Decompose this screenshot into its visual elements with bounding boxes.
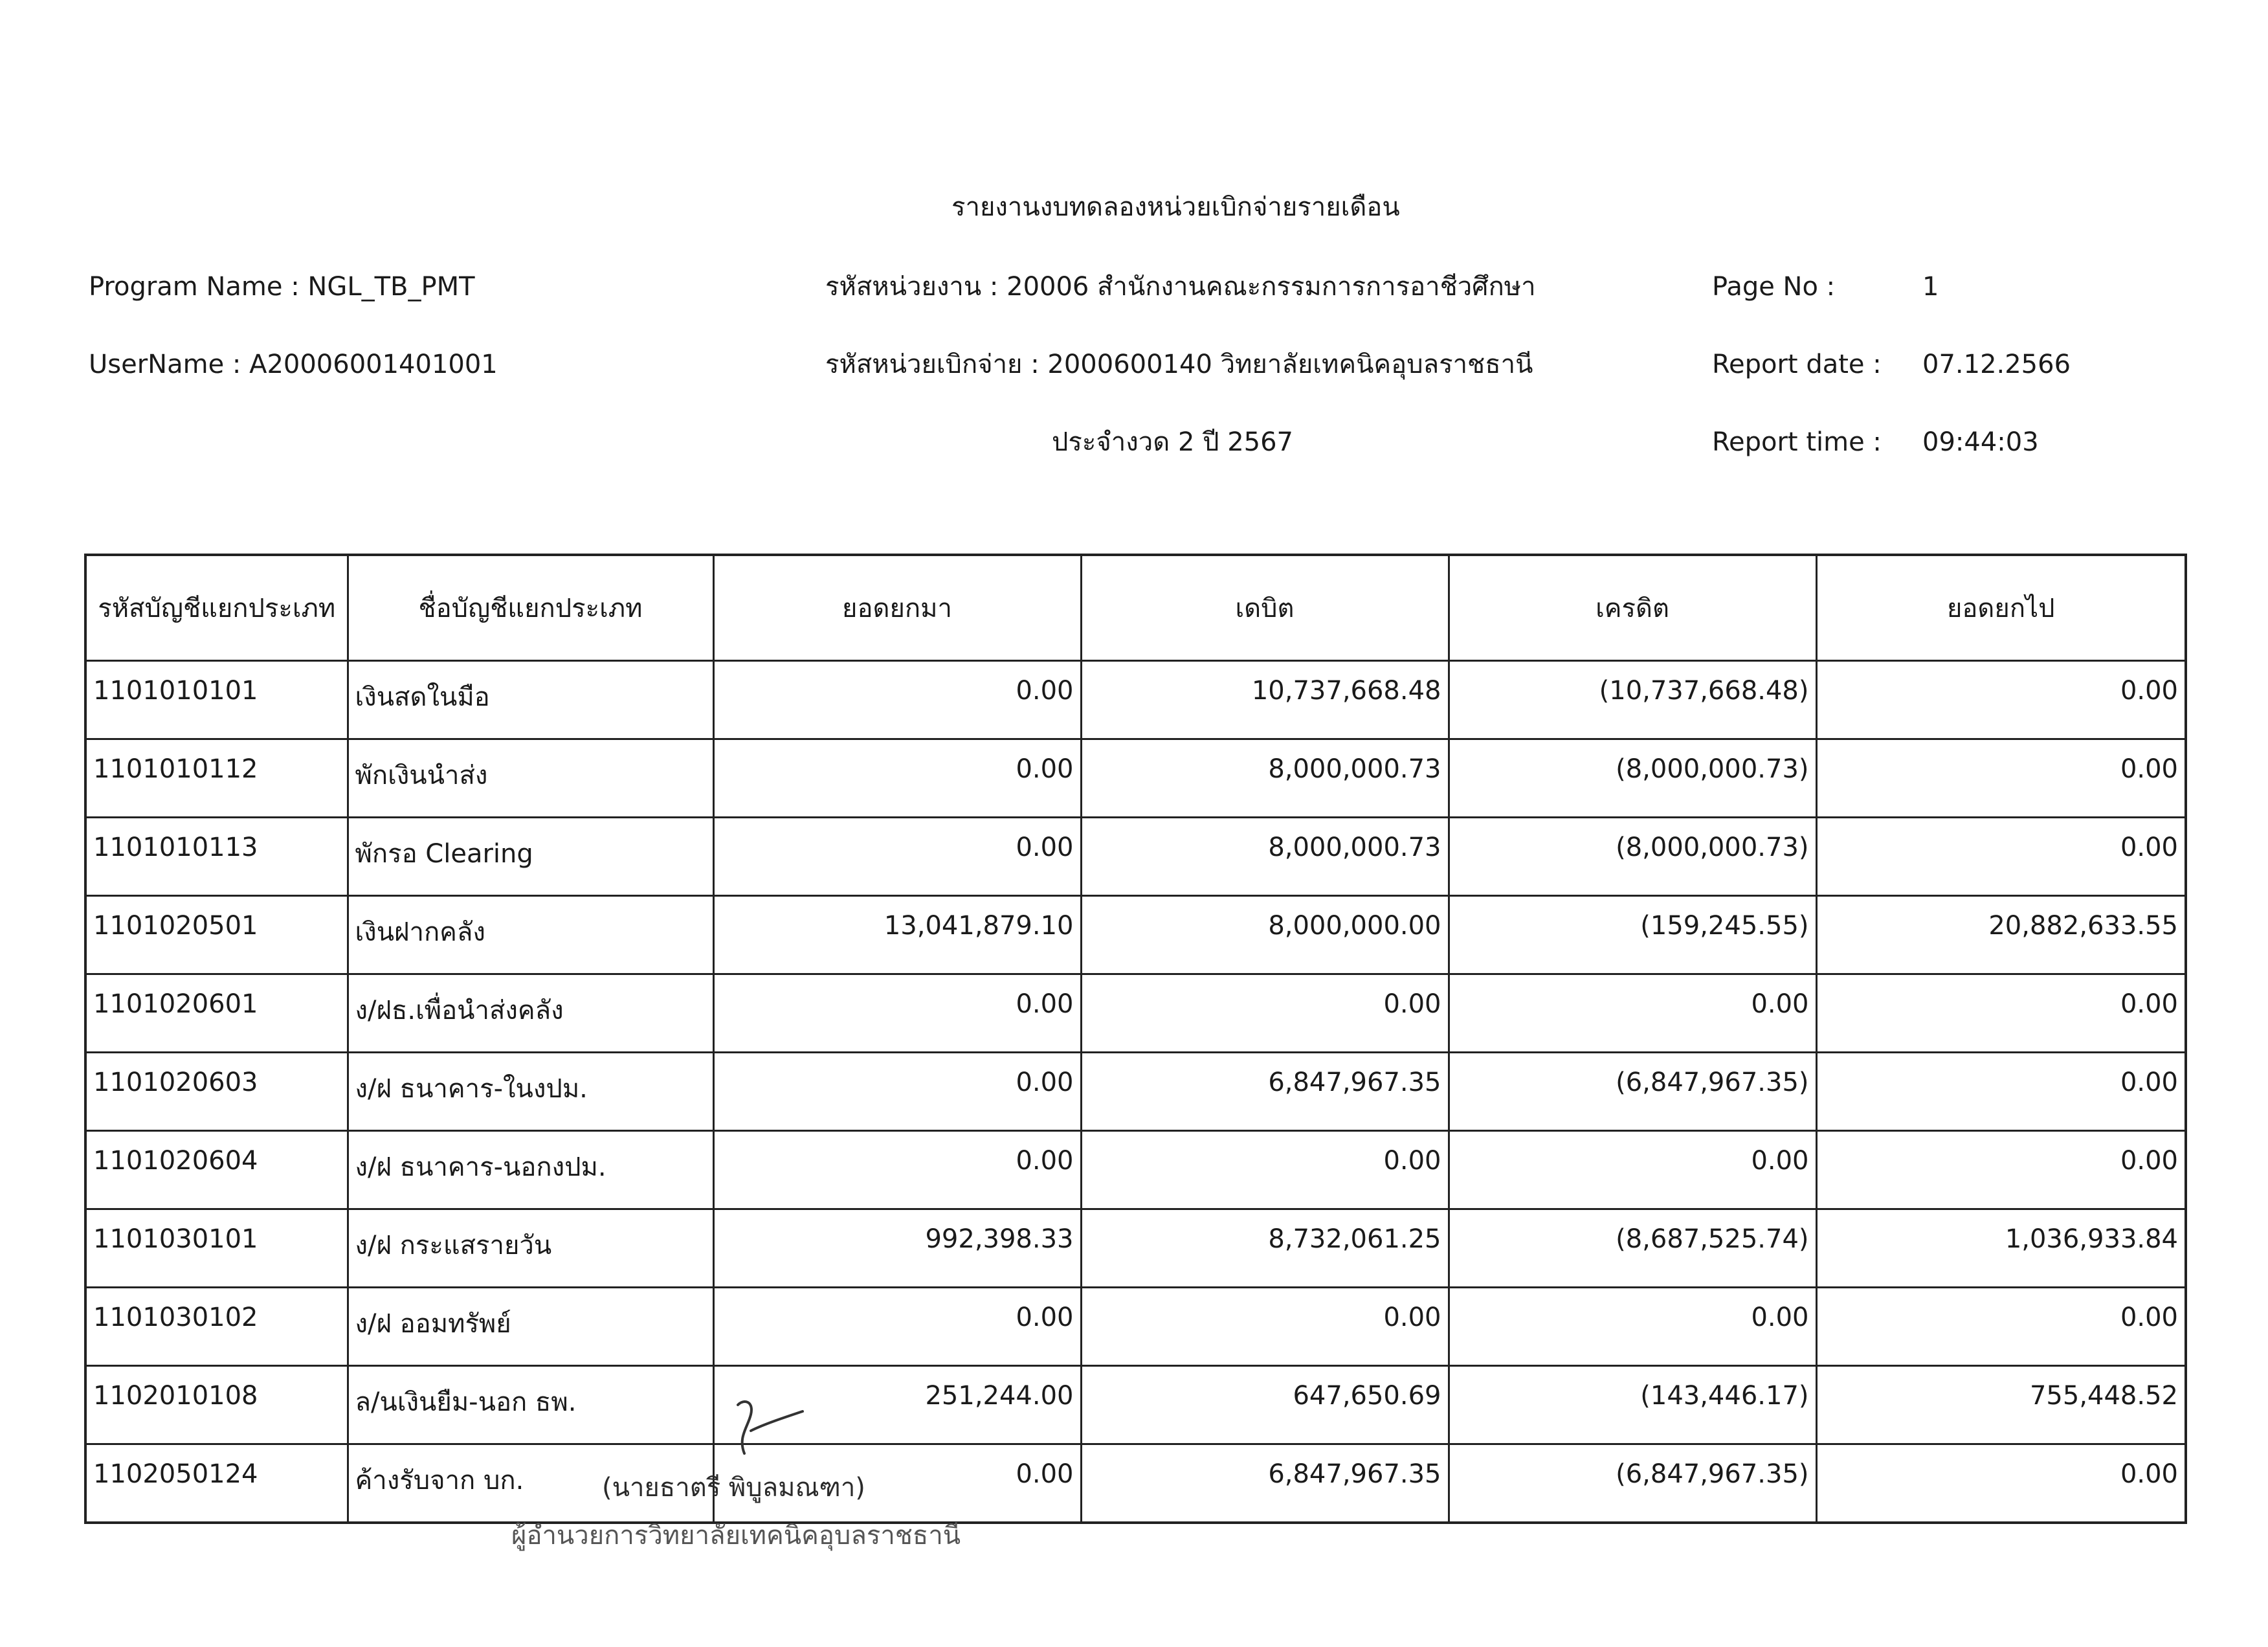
credit-cell: (10,737,668.48) <box>1449 661 1816 739</box>
account-name-cell: พักรอ Clearing <box>348 818 713 896</box>
table-header-row <box>85 555 2186 661</box>
credit-cell: 0.00 <box>1449 1288 1816 1366</box>
carried-forward-cell: 0.00 <box>1816 818 2186 896</box>
carried-forward-cell: 0.00 <box>1816 661 2186 739</box>
debit-cell: 8,000,000.73 <box>1081 818 1449 896</box>
col-header-brought-forward: ยอดยกมา <box>713 555 1081 661</box>
unit-code: รหัสหน่วยงาน : 20006 สำนักงานคณะกรรมการการอาชีวศึกษา <box>825 272 1536 302</box>
col-header-account-code: รหัสบัญชีแยกประเภท <box>85 555 348 661</box>
account-name-cell: ง/ฝธ.เพื่อนำส่งคลัง <box>348 974 713 1053</box>
table-row <box>85 1444 2186 1523</box>
table-row <box>85 1288 2186 1366</box>
account-code-cell: 1101020603 <box>85 1053 348 1131</box>
table-row <box>85 1209 2186 1288</box>
account-code-cell: 1101020601 <box>85 974 348 1053</box>
credit-cell: (8,687,525.74) <box>1449 1209 1816 1288</box>
account-name-cell: ค้างรับจาก บก. <box>348 1444 713 1523</box>
debit-cell: 0.00 <box>1081 974 1449 1053</box>
table-row <box>85 739 2186 818</box>
brought-forward-cell: 251,244.00 <box>713 1366 1081 1444</box>
account-name-cell: ล/นเงินยืม-นอก ธพ. <box>348 1366 713 1444</box>
carried-forward-cell: 0.00 <box>1816 1131 2186 1209</box>
signature-scribble <box>725 1392 809 1463</box>
carried-forward-cell: 20,882,633.55 <box>1816 896 2186 974</box>
table-row <box>85 896 2186 974</box>
table-row <box>85 661 2186 739</box>
credit-cell: (8,000,000.73) <box>1449 739 1816 818</box>
debit-cell: 8,732,061.25 <box>1081 1209 1449 1288</box>
col-header-carried-forward: ยอดยกไป <box>1816 555 2186 661</box>
account-name-cell: เงินฝากคลัง <box>348 896 713 974</box>
account-code-cell: 1101010112 <box>85 739 348 818</box>
account-name-cell: ง/ฝ ธนาคาร-นอกงปม. <box>348 1131 713 1209</box>
debit-cell: 0.00 <box>1081 1131 1449 1209</box>
table-row <box>85 1053 2186 1131</box>
debit-cell: 6,847,967.35 <box>1081 1053 1449 1131</box>
account-code-cell: 1102010108 <box>85 1366 348 1444</box>
carried-forward-cell: 1,036,933.84 <box>1816 1209 2186 1288</box>
brought-forward-cell: 0.00 <box>713 739 1081 818</box>
account-code-cell: 1101010113 <box>85 818 348 896</box>
signer-name: (นายธาตรี พิบูลมณฑา) <box>602 1473 865 1503</box>
table-row <box>85 818 2186 896</box>
report-date-label: Report date : <box>1712 350 1882 379</box>
trial-balance-table <box>84 554 2187 1524</box>
table-row <box>85 1131 2186 1209</box>
carried-forward-cell: 755,448.52 <box>1816 1366 2186 1444</box>
report-date-value: 07.12.2566 <box>1922 350 2071 379</box>
account-name-cell: ง/ฝ ธนาคาร-ในงปม. <box>348 1053 713 1131</box>
account-code-cell: 1102050124 <box>85 1444 348 1523</box>
credit-cell: 0.00 <box>1449 974 1816 1053</box>
user-name: UserName : A20006001401001 <box>89 350 498 379</box>
debit-cell: 8,000,000.00 <box>1081 896 1449 974</box>
brought-forward-cell: 992,398.33 <box>713 1209 1081 1288</box>
credit-cell: (159,245.55) <box>1449 896 1816 974</box>
signer-position: ผู้อำนวยการวิทยาลัยเทคนิคอุบลราชธานี <box>511 1521 961 1551</box>
account-name-cell: ง/ฝ กระแสรายวัน <box>348 1209 713 1288</box>
carried-forward-cell: 0.00 <box>1816 974 2186 1053</box>
credit-cell: (8,000,000.73) <box>1449 818 1816 896</box>
credit-cell: (6,847,967.35) <box>1449 1053 1816 1131</box>
debit-cell: 6,847,967.35 <box>1081 1444 1449 1523</box>
account-code-cell: 1101030102 <box>85 1288 348 1366</box>
debit-cell: 10,737,668.48 <box>1081 661 1449 739</box>
account-name-cell: เงินสดในมือ <box>348 661 713 739</box>
carried-forward-cell: 0.00 <box>1816 739 2186 818</box>
credit-cell: (6,847,967.35) <box>1449 1444 1816 1523</box>
brought-forward-cell: 0.00 <box>713 1053 1081 1131</box>
report-time-label: Report time : <box>1712 427 1882 457</box>
col-header-account-name: ชื่อบัญชีแยกประเภท <box>348 555 713 661</box>
brought-forward-cell: 0.00 <box>713 818 1081 896</box>
page-no-label: Page No : <box>1712 272 1836 302</box>
brought-forward-cell: 0.00 <box>713 1444 1081 1523</box>
brought-forward-cell: 0.00 <box>713 1131 1081 1209</box>
col-header-credit: เครดิต <box>1449 555 1816 661</box>
credit-cell: (143,446.17) <box>1449 1366 1816 1444</box>
report-time-value: 09:44:03 <box>1922 427 2039 457</box>
brought-forward-cell: 0.00 <box>713 1288 1081 1366</box>
disbursement-unit: รหัสหน่วยเบิกจ่าย : 2000600140 วิทยาลัยเทคนิคอุบลราชธานี <box>825 350 1533 379</box>
account-code-cell: 1101010101 <box>85 661 348 739</box>
account-name-cell: ง/ฝ ออมทรัพย์ <box>348 1288 713 1366</box>
carried-forward-cell: 0.00 <box>1816 1288 2186 1366</box>
page-no-value: 1 <box>1922 272 1939 302</box>
brought-forward-cell: 0.00 <box>713 661 1081 739</box>
report-period: ประจำงวด 2 ปี 2567 <box>1052 427 1294 457</box>
account-code-cell: 1101030101 <box>85 1209 348 1288</box>
debit-cell: 0.00 <box>1081 1288 1449 1366</box>
credit-cell: 0.00 <box>1449 1131 1816 1209</box>
brought-forward-cell: 0.00 <box>713 974 1081 1053</box>
brought-forward-cell: 13,041,879.10 <box>713 896 1081 974</box>
table-row <box>85 1366 2186 1444</box>
account-code-cell: 1101020501 <box>85 896 348 974</box>
col-header-debit: เดบิต <box>1081 555 1449 661</box>
account-name-cell: พักเงินนำส่ง <box>348 739 713 818</box>
table-row <box>85 974 2186 1053</box>
report-title: รายงานงบทดลองหน่วยเบิกจ่ายรายเดือน <box>951 192 1400 222</box>
debit-cell: 8,000,000.73 <box>1081 739 1449 818</box>
carried-forward-cell: 0.00 <box>1816 1444 2186 1523</box>
program-name: Program Name : NGL_TB_PMT <box>89 272 475 302</box>
carried-forward-cell: 0.00 <box>1816 1053 2186 1131</box>
debit-cell: 647,650.69 <box>1081 1366 1449 1444</box>
account-code-cell: 1101020604 <box>85 1131 348 1209</box>
